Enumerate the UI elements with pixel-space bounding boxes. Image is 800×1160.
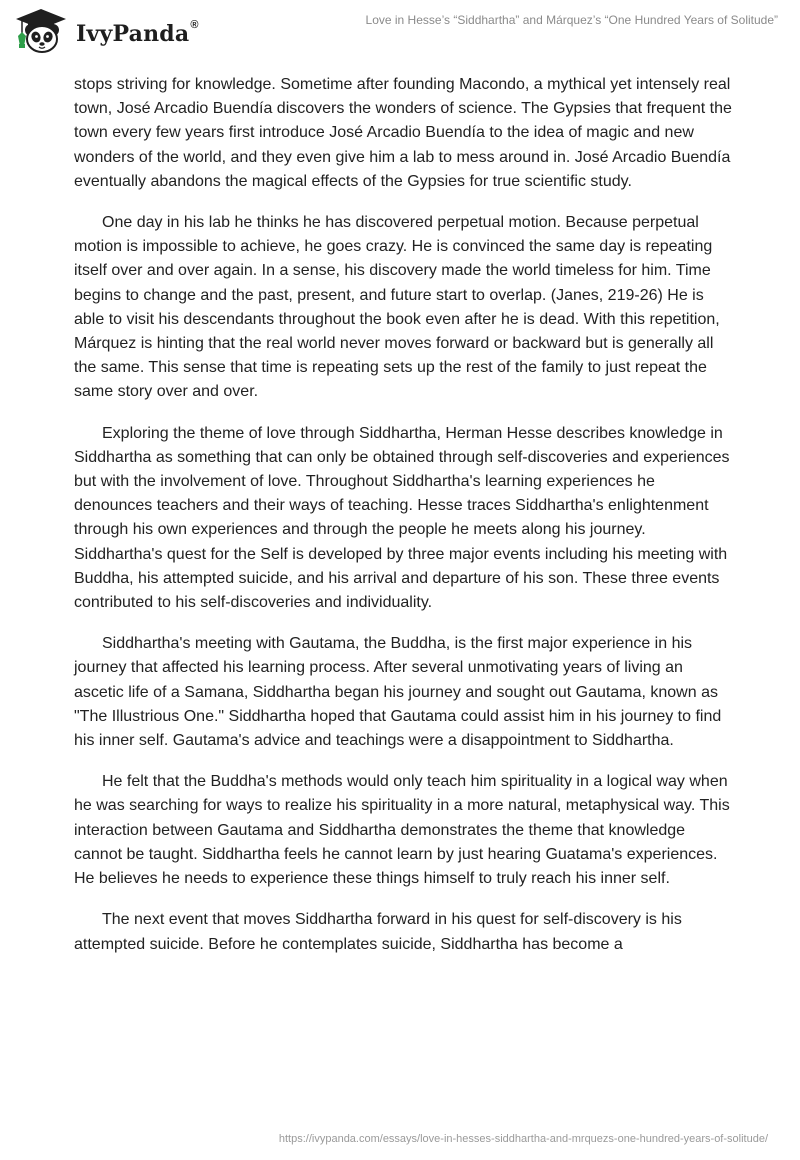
paragraph: One day in his lab he thinks he has discovered perpetual motion. Because perpetual motion is impossible to achieve, he goes crazy. He is convinced the same day is repeating itself over and over again. In a sense, his discovery made the world timeless for him. Time begins to change and the past, present, and future start to overlap. (Janes, 219-26) He is able to visit his descendants throughout the book even after he is dead. With this repetition, Márquez is hinting that the real world never moves forward or backward but is generally all the same. This sense that time is repeating sets up the rest of the family to just repeat the same story over and over. — [74, 214, 720, 401]
paragraph: Exploring the theme of love through Siddhartha, Herman Hesse describes knowledge in Siddhartha as something that can only be obtained through self-discoveries and experiences but with the involvement of love. Throughout Siddhartha's learning experiences he denounces teachers and their ways of teaching. Hesse traces Siddhartha's enlightenment through his own experiences and through the people he meets along his journey. Siddhartha's quest for the Self is developed by three major events including his meeting with Buddha, his attempted suicide, and his arrival and departure of his son. These three events contributed to his self-discoveries and individuality. — [74, 424, 730, 612]
brand-name: IvyPanda® — [76, 19, 199, 47]
essay-body — [74, 73, 734, 974]
page-header — [0, 0, 800, 70]
registered-mark: ® — [190, 19, 199, 31]
logo[interactable] — [14, 8, 199, 54]
paragraph: Siddhartha's meeting with Gautama, the Buddha, is the first major experience in his journey that affected his learning process. After several unmotivating years of living an ascetic life of a Samana, Siddhartha began his journey and sought out Gautama, known as "The Illustrious One." Siddhartha hoped that Gautama could assist him in his journey to find his inner self. Gautama's advice and teachings were a disappointment to Siddhartha. — [74, 635, 722, 750]
source-url[interactable]: https://ivypanda.com/essays/love-in-hesses-siddhartha-and-mrquezs-one-hundred-years-of-solitude/ — [278, 1133, 768, 1145]
document-title: Love in Hesse’s “Siddhartha” and Márquez’s “One Hundred Years of Solitude” — [365, 13, 778, 27]
panda-graduation-cap-icon — [14, 8, 68, 54]
paragraph: stops striving for knowledge. Sometime after founding Macondo, a mythical yet intensely real town, José Arcadio Buendía discovers the wonders of science. The Gypsies that frequent the town every few years first introduce José Arcadio Buendía to the idea of magic and new wonders of the world, and they even give him a lab to mess around in. José Arcadio Buendía eventually abandons the magical effects of the Gypsies for true scientific study. — [74, 76, 732, 190]
paragraph: He felt that the Buddha's methods would only teach him spirituality in a logical way when he was searching for ways to realize his spirituality in a more natural, metaphysical way. This interaction between Gautama and Siddhartha demonstrates the theme that knowledge cannot be taught. Siddhartha feels he cannot learn by just hearing Guatama's experiences. He believes he needs to experience these things himself to truly reach his inner self. — [74, 773, 730, 888]
paragraph: The next event that moves Siddhartha forward in his quest for self-discovery is his attempted suicide. Before he contemplates suicide, Siddhartha has become a — [74, 911, 682, 953]
